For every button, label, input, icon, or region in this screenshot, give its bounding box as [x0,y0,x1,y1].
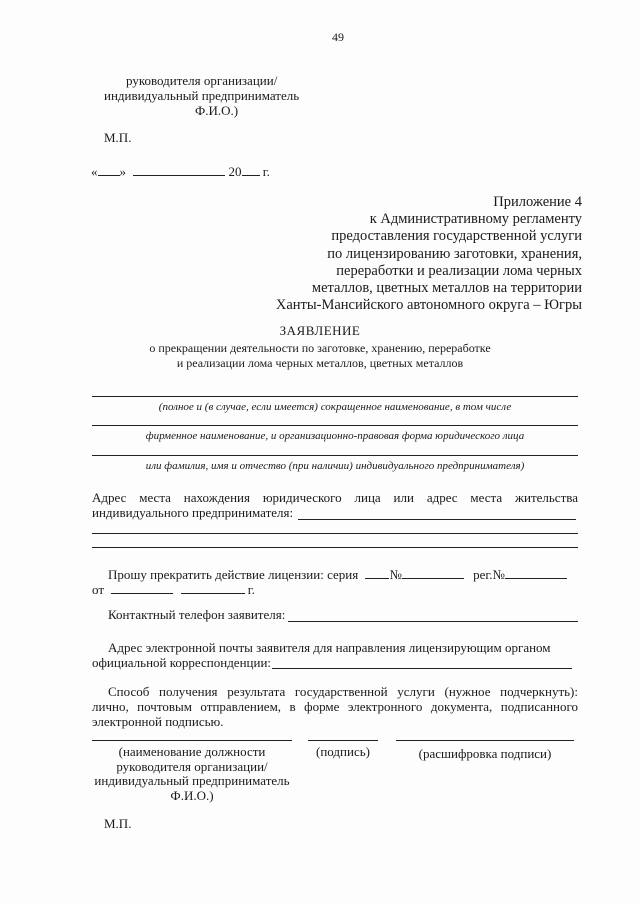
phone-field[interactable] [288,621,578,622]
address-field-1[interactable] [298,519,576,520]
page-number: 49 [332,30,344,44]
license-reg-number-field[interactable] [505,566,567,579]
top-sig-line1: руководителя организации/ [126,73,278,88]
license-request-text: Прошу прекратить действие лицензии: серия [108,567,359,582]
method-options[interactable]: лично, почтовым отправлением, в форме электронного документа, подписанного [92,699,578,714]
applicant-name-field-1[interactable] [92,396,578,397]
license-number-sign: № [389,567,402,582]
document-subtitle-line1: о прекращении деятельности по заготовке, хранению, переработке [149,341,491,355]
bottom-sig-col2: (подпись) [316,744,370,759]
name-hint-3: или фамилия, имя и отчество (при наличии) индивидуального предпринимателя) [145,460,525,472]
email-field[interactable] [272,668,572,669]
appendix-line: Приложение 4 [493,194,582,210]
license-year-suffix: г. [247,582,255,597]
license-from-label: от [92,582,105,597]
top-stamp-label: М.П. [104,130,132,145]
date-year-prefix: 20 [228,164,242,179]
appendix-block [276,194,582,314]
document-title: ЗАЯВЛЕНИЕ [279,323,361,338]
signature-field[interactable] [308,740,378,741]
top-sig-line2: индивидуальный предприниматель [104,88,300,103]
date-year-blank[interactable] [242,163,260,176]
bottom-sig-col1-line4: Ф.И.О.) [170,788,214,803]
document-subtitle-line2: и реализации лома черных металлов, цветных металлов [176,356,464,370]
bottom-sig-col3: (расшифровка подписи) [418,746,552,761]
license-date-line [92,581,255,598]
phone-label: Контактный телефон заявителя: [108,607,286,622]
address-label-line1: Адрес места нахождения юридического лица или адрес места жительства [92,490,578,505]
address-label-line2: индивидуального предпринимателя: [92,505,294,520]
method-line1: Способ получения результата государственной услуги (нужное подчеркнуть): [108,684,578,699]
date-close-quote: » [119,164,126,179]
address-field-3[interactable] [92,547,578,548]
license-reg-label: рег.№ [473,567,505,582]
applicant-name-field-2[interactable] [92,425,578,426]
appendix-line: по лицензированию заготовки, хранения, [327,245,582,262]
appendix-line: предоставления государственной услуги [331,228,582,245]
license-date-day-field[interactable] [111,581,173,594]
email-label-line2: официальной корреспонденции: [92,655,272,670]
bottom-sig-col1-line2: руководителя организации/ [116,759,268,774]
bottom-sig-col1-line3: индивидуальный предприниматель [94,773,290,788]
bottom-sig-col1-line1: (наименование должности [118,744,266,759]
top-sig-line3: Ф.И.О.) [195,103,239,118]
appendix-line: к Административному регламенту [369,211,582,228]
license-number-field[interactable] [402,566,464,579]
position-signature-field[interactable] [92,740,292,741]
appendix-line: переработки и реализации лома черных [336,262,582,279]
appendix-line: Ханты-Мансийского автономного округа – Югры [275,297,582,314]
applicant-name-field-3[interactable] [92,455,578,456]
date-month-blank[interactable] [133,163,225,176]
email-label-line1: Адрес электронной почты заявителя для направления лицензирующим органом [108,640,551,655]
license-date-month-field[interactable] [181,581,245,594]
bottom-stamp-label: М.П. [104,816,132,831]
date-year-suffix: г. [262,164,270,179]
appendix-line: металлов, цветных металлов на территории [311,280,582,297]
signature-decoding-field[interactable] [396,740,574,741]
address-field-2[interactable] [92,533,578,534]
license-series-field[interactable] [365,566,389,579]
date-day-blank[interactable] [98,163,120,176]
date-open-quote: « [91,164,98,179]
date-line [91,163,270,180]
name-hint-1: (полное и (в случае, если имеется) сокращенное наименование, в том числе [158,401,512,413]
name-hint-2: фирменное наименование, и организационно-правовая форма юридического лица [145,430,525,442]
method-line3: электронной подписью. [92,714,224,729]
